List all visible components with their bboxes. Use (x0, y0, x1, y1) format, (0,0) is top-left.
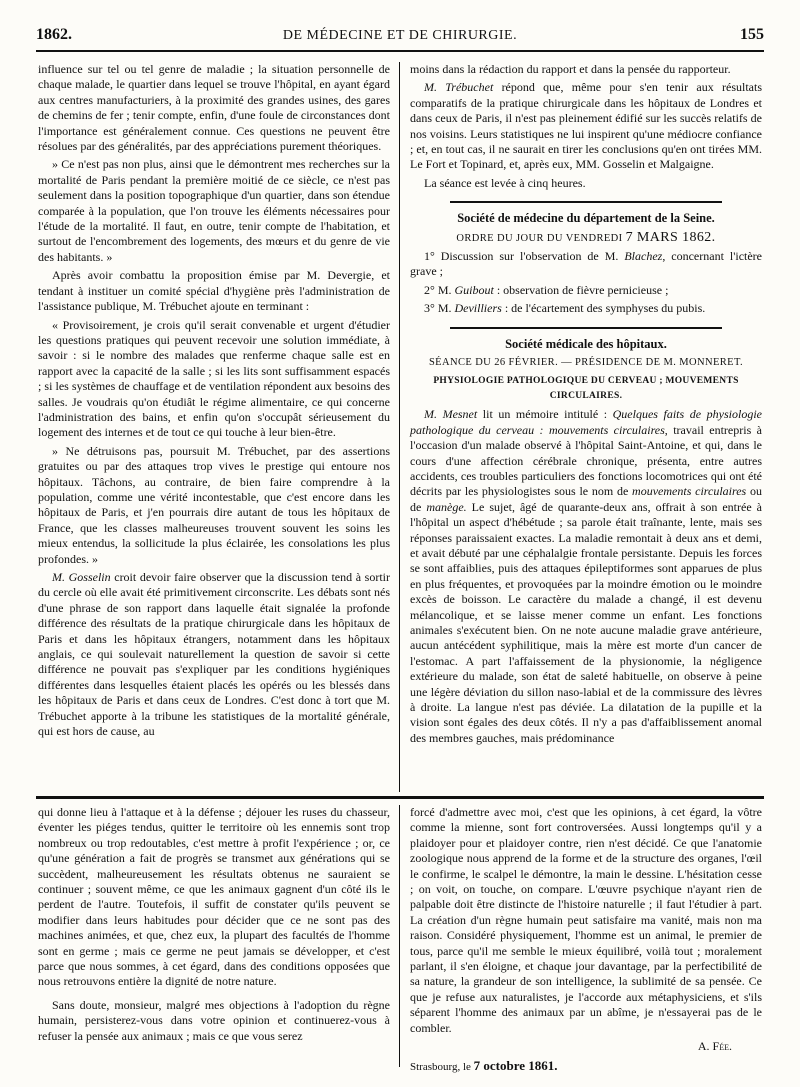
paragraph: qui donne lieu à l'attaque et à la défense ; déjouer les ruses du chasseur, éventer les piéges tendus, quitter le territoire où les ennemis sont trop nombreux ou trop redoutables, c'est mettre à profit l'expérience ; or, ce qu'une génération a fait de progrès se transmet aux générations qui se succèdent, malheureusement les résultats obtenus ne sauraient se continuer ; souvent même, ce que les animaux gagnent d'un côté ils le perdent de l'autre. Toutefois, il suffit de constater qu'ils peuvent se modifier dans leurs habitudes pour décider que ce ne sont pas des machines animées, et que, chez eux, la plupart des facultés de l'homme sont en germe ; mais ce germe ne peut jamais se développer, et c'est parce que nous sommes, à cet égard, dans des conditions opposées que nous retrouvons entière la dignité de notre nature. (38, 805, 390, 989)
paragraph (410, 80, 762, 172)
date: 7 octobre 1861. (473, 1057, 558, 1073)
paragraph: Après avoir combattu la proposition émise par M. Devergie, et tendant à instituer un comité spécial d'hygiène près l'administration de l'assistance publique, M. Trébuchet ajoute en terminant : (38, 268, 390, 314)
item-text: M. (437, 301, 455, 316)
speaker-name: M. Trébuchet (424, 80, 494, 95)
paragraph-text: lit un mémoire intitulé : (477, 407, 613, 422)
header-year: 1862. (36, 26, 72, 43)
column-bottom-right (410, 805, 762, 1078)
agenda-label: ORDRE DU JOUR DU VENDREDI (456, 232, 623, 244)
session-line: SÉANCE DU 26 FÉVRIER. — PRÉSIDENCE DE M. MONNERET. (428, 357, 744, 369)
section-rule (450, 201, 722, 203)
column-divider-bottom (399, 805, 400, 1067)
paragraph: « Provisoirement, je crois qu'il serait convenable et urgent d'étudier les questions pratiques qui peuvent recevoir une solution immédiate, à savoir : si le nombre des malades que renferme chaque salle est en rapport avec la capacité de la salle ; si les lits sont suffisamment espacés ; si les systèmes de chauffage et de ventilation répondent aux besoins des salles. Je voudrais qu'on étudiât le régime alimentaire, ce qui concerne l'administration des bains, et enfin qu'on s'occupât sérieusement du logement des internes et de tout ce qui touche à leur bien-être. (38, 317, 390, 440)
agenda-date (410, 230, 762, 246)
item-name: Devilliers (454, 301, 502, 316)
page-number: 155 (740, 26, 764, 43)
agenda-date-value: 7 MARS 1862. (625, 229, 716, 245)
item-text: , concernant l'ictère grave ; (410, 249, 762, 279)
column-top-left (38, 62, 390, 742)
paragraph: » Ne détruisons pas, poursuit M. Trébuchet, par des assertions gratuites ou par des attaques trop vives le prestige qui entoure nos hôpitaux. Tâchons, au contraire, de bien faire comprendre à la population, comme une vérité incontestable, que c'est encore dans les hôpitaux de Paris, et j'en pourrais dire autant de tous les hôpitaux de France, que les classes malheureuses trouvent souvent les soins les mieux entendus, la sollicitude la plus éclairée, les consolations les plus profondes. » (38, 443, 390, 566)
item-name: Blachez (624, 249, 663, 264)
place: Strasbourg, le (410, 1060, 471, 1073)
term: manège. (426, 499, 467, 514)
section-heading: PHYSIOLOGIE PATHOLOGIQUE DU CERVEAU ; MOUVEMENTS CIRCULAIRES. (433, 375, 739, 401)
paragraph-text: répond que, même pour s'en tenir aux résultats comparatifs de la pratique chirurgicale dans les hôpitaux de Londres et dans ceux de Paris, il n'est pas pleinement édifié sur les succès relatifs de nos voisins. Leurs statistiques ne lui inspirent qu'une médiocre confiance ; et, en tout cas, il ne saurait en tirer les conclusions qu'en ont tirées MM. Le Fort et Topinard, et, après eux, MM. Gosselin et Malgaigne. (410, 80, 762, 172)
column-bottom-left (38, 805, 390, 1047)
item-text: : observation de fièvre pernicieuse ; (493, 282, 669, 297)
agenda-item (410, 301, 762, 316)
speaker-name: M. Gosselin (52, 570, 111, 584)
speaker-name: M. Mesnet (424, 407, 478, 422)
society-title: Société médicale des hôpitaux. (505, 336, 667, 351)
society-title: Société de médecine du département de la Seine. (457, 211, 715, 226)
section-rule (450, 327, 722, 329)
paragraph-text: croit devoir faire observer que la discussion tend à sortir du cercle où elle avait été primitivement circonscrite. Les débats sont nés d'une phrase de son rapport dans laquelle était signalée la profonde différence des résultats de la pratique chirurgicale dans les hôpitaux de Paris et dans les hôpitaux étrangers, notamment dans les hôpitaux anglais, ce qui soulevait naturellement la question de savoir si cette différence ne pouvait pas s'expliquer par les conditions hygiéniques différentes dans lesquelles étaient placés les opérés ou les blessés dans les hôpitaux de Paris et dans ceux de Londres. C'est donc à tort que M. Trébuchet apporte à la tribune les statistiques de la mortalité générale, qui est hors de cause, au (38, 570, 391, 739)
item-number: 1° (424, 249, 435, 264)
term: mouvements circulaires (632, 484, 747, 499)
item-text: M. (437, 282, 455, 297)
column-divider-top (399, 62, 400, 792)
paragraph: La séance est levée à cinq heures. (424, 175, 586, 190)
paragraph-text: , travail entrepris à l'occasion d'un malade observé à l'hôpital Saint-Antoine, et qui, dans le cours d'une affection cérébrale chronique, présenta, entre autres accidents, ces troubles particuliers des fonctions locomotrices qui ont été décrits par les physiologistes sous le nom de (410, 422, 762, 499)
paragraph (38, 570, 390, 739)
agenda-item (410, 283, 762, 298)
paragraph: forcé d'admettre avec moi, c'est que les opinions, à cet égard, la vôtre comme la mienne, sont fort controversées. Aussi longtemps qu'il y a plaidoyer pour et plaidoyer contre, rien n'est décidé. Ce que l'anatomie zoologique nous apprend de la forme et de la structure des organes, l'œil le confirme, le scalpel le démontre, la main le dessine. L'hésitation cesse ; on voit, on touche, on compare. L'œuvre psychique n'ayant rien de palpable doit être distincte de l'histoire naturelle ; il faut l'étudier à part. La création d'un règne humain peut satisfaire ma vanité, mais non ma raison. Considéré physiquement, l'homme est un animal, le premier de tous, parce qu'il me semble le mieux équilibré, voilà tout ; moralement parlant, il s'en éloigne, et chaque jour davantage, par la perfectibilité de sa nature, la grandeur de son intelligence, la sublimité de sa pensée. Ce que je refuse aux naturalistes, je l'accorde aux métaphysiciens, et s'ils séparent l'homme des animaux par un abîme, je n'essayerai pas de le combler. (410, 805, 762, 1035)
paragraph-text: ou de (410, 484, 762, 514)
item-text: : de l'écartement des symphyses du pubis. (501, 301, 706, 316)
paragraph: » Ce n'est pas non plus, ainsi que le démontrent mes recherches sur la mortalité de Paris pendant la première moitié de ce siècle, ce n'est pas seulement dans la position topographique d'un quartier, dans son étendue comparée à la population, que l'on trouve les éléments nécessaires pour l'étude de la mortalité. Il faut, en outre, tenir compte de l'habitation, et surtout de l'encombrement des logements, des mœurs et du genre de vie des habitants. » (38, 157, 390, 264)
memoir-title: Quelques faits de physiologie pathologique du cerveau : mouvements circulaires (410, 407, 762, 437)
dateline (410, 1058, 762, 1075)
agenda-item (410, 249, 762, 280)
paragraph-text: Le sujet, âgé de quarante-deux ans, offrait à son entrée à l'hôpital un aspect d'hébétude ; sa parole était traînante, lente, mais ses réponses paraissaient exactes. La maladie remontait à deux ans et demi, et avait débuté par une céphalalgie frontale persistante. Depuis les forces se sont affaiblies, puis des attaques épileptiformes sont apparues de plus en plus fréquentes, et provoquées par la moindre émotion ou le moindre excès de boisson. Le caractère du malade a changé, il est devenu mélancolique, et se laisse mener comme un enfant. Les fonctions animales s'exécutent bien. On ne note aucune maladie grave antérieure, aucun antécédent syphilitique, mais la mère est morte d'un cancer de l'estomac. A part l'affaissement de la physionomie, la négligence extérieure du malade, son état de saleté habituelle, on observe à peine une légère déviation du sillon naso-labial et de la commissure des lèvres à droite. La langue n'est pas déviée. La dilatation de la pupille et la vision sont égales des deux côtés. Il n'y a pas d'affaiblissement anomal des membres gauches, mais prédominance (410, 499, 762, 745)
section-divider (36, 796, 764, 799)
item-name: Guibout (454, 282, 494, 297)
column-top-right (410, 62, 762, 749)
header-title: DE MÉDECINE ET DE CHIRURGIE. (282, 28, 518, 43)
paragraph: influence sur tel ou tel genre de maladie ; la situation personnelle de chaque malade, le quartier dans lequel se trouve l'hôpital, en ayant égard aux centres manufacturiers, à la proximité des grandes usines, des gares de chemins de fer ; tenir compte, enfin, d'une foule de circonstances dont l'importance est généralement connue. Ces questions ne peuvent être résolues par des généralités, par des appréciations purement théoriques. (38, 62, 390, 154)
item-number: 3° (424, 301, 435, 316)
item-number: 2° (424, 282, 435, 297)
paragraph: moins dans la rédaction du rapport et dans la pensée du rapporteur. (410, 62, 731, 76)
page-header (36, 22, 764, 52)
item-text: Discussion sur l'observation de M. (440, 249, 625, 264)
paragraph: Sans doute, monsieur, malgré mes objections à l'adoption du règne humain, persisterez-vous dans votre opinion et continuerez-vous à refuser la pensée aux animaux ; mais ce que vous serez (38, 997, 390, 1043)
paragraph (410, 407, 762, 746)
signature: A. Fée. (697, 1039, 732, 1054)
